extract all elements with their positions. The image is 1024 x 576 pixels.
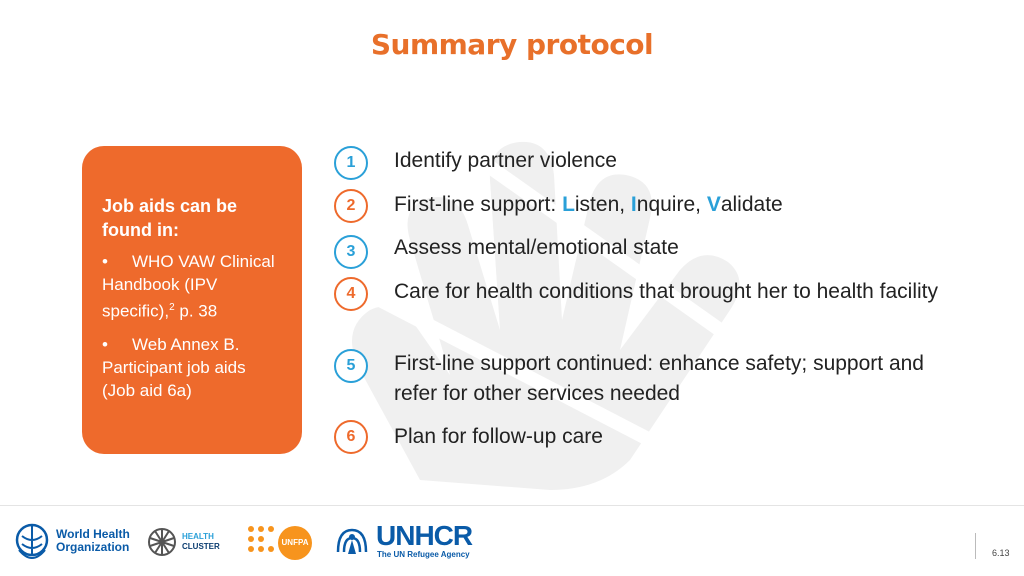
step-text: Care for health conditions that brought her to health facility — [394, 280, 938, 303]
health-cluster-icon — [146, 526, 178, 558]
job-aid-annex-text: Web Annex B. Participant job aids (Job aid 6a) — [102, 334, 246, 400]
who-name-line1: World Health — [56, 527, 130, 541]
step-number-badge: 2 — [334, 189, 368, 223]
step-number-badge: 1 — [334, 146, 368, 180]
job-aids-card — [82, 146, 302, 454]
health-cluster-line1: HEALTH — [182, 532, 214, 541]
validate-rest: alidate — [720, 193, 783, 216]
bullet-icon: • — [102, 334, 108, 354]
inquire-rest: nquire, — [636, 193, 707, 216]
step-text: Plan for follow-up care — [394, 425, 603, 448]
job-aid-handbook-text: WHO VAW Clinical Handbook (IPV specific), — [102, 252, 275, 321]
who-emblem-icon — [14, 522, 50, 562]
health-cluster-line2: CLUSTER — [182, 542, 220, 551]
step-number-badge: 5 — [334, 349, 368, 383]
step-number-badge: 3 — [334, 235, 368, 269]
page-title: Summary protocol — [370, 28, 654, 61]
listen-rest: isten, — [574, 193, 631, 216]
job-aid-handbook-page: p. 38 — [174, 301, 218, 321]
health-cluster-logo — [146, 520, 236, 564]
step-number-badge: 4 — [334, 277, 368, 311]
unhcr-emblem-icon — [332, 522, 372, 562]
step-text: First-line support continued: enhance safety; support and refer for other services needed — [394, 352, 924, 405]
unhcr-tagline: The UN Refugee Agency — [377, 550, 470, 559]
step-text — [394, 190, 954, 220]
bullet-icon: • — [102, 252, 108, 271]
footnote-ref: 2 — [169, 302, 175, 313]
validate-initial: V — [706, 193, 721, 216]
who-name-line2: Organization — [56, 540, 130, 554]
unhcr-wordmark: UNHCR — [376, 520, 473, 551]
job-aid-item-handbook — [102, 250, 282, 323]
job-aid-item-annex — [102, 333, 282, 402]
unfpa-logo — [246, 520, 316, 564]
unhcr-logo — [332, 520, 492, 564]
who-logo — [14, 520, 134, 564]
unfpa-dots-icon — [246, 524, 276, 558]
listen-initial: L — [562, 193, 575, 216]
footer-divider — [0, 505, 1024, 506]
inquire-initial: I — [630, 193, 637, 216]
job-aids-heading: Job aids can be found in: — [102, 196, 238, 240]
unfpa-badge: UNFPA — [278, 526, 312, 560]
page-number: 6.13 — [992, 548, 1010, 558]
footer-separator — [975, 533, 976, 559]
step-2-prefix: First-line support: — [394, 193, 563, 216]
step-text: Assess mental/emotional state — [394, 236, 679, 259]
step-number-badge: 6 — [334, 420, 368, 454]
step-text: Identify partner violence — [394, 149, 617, 172]
